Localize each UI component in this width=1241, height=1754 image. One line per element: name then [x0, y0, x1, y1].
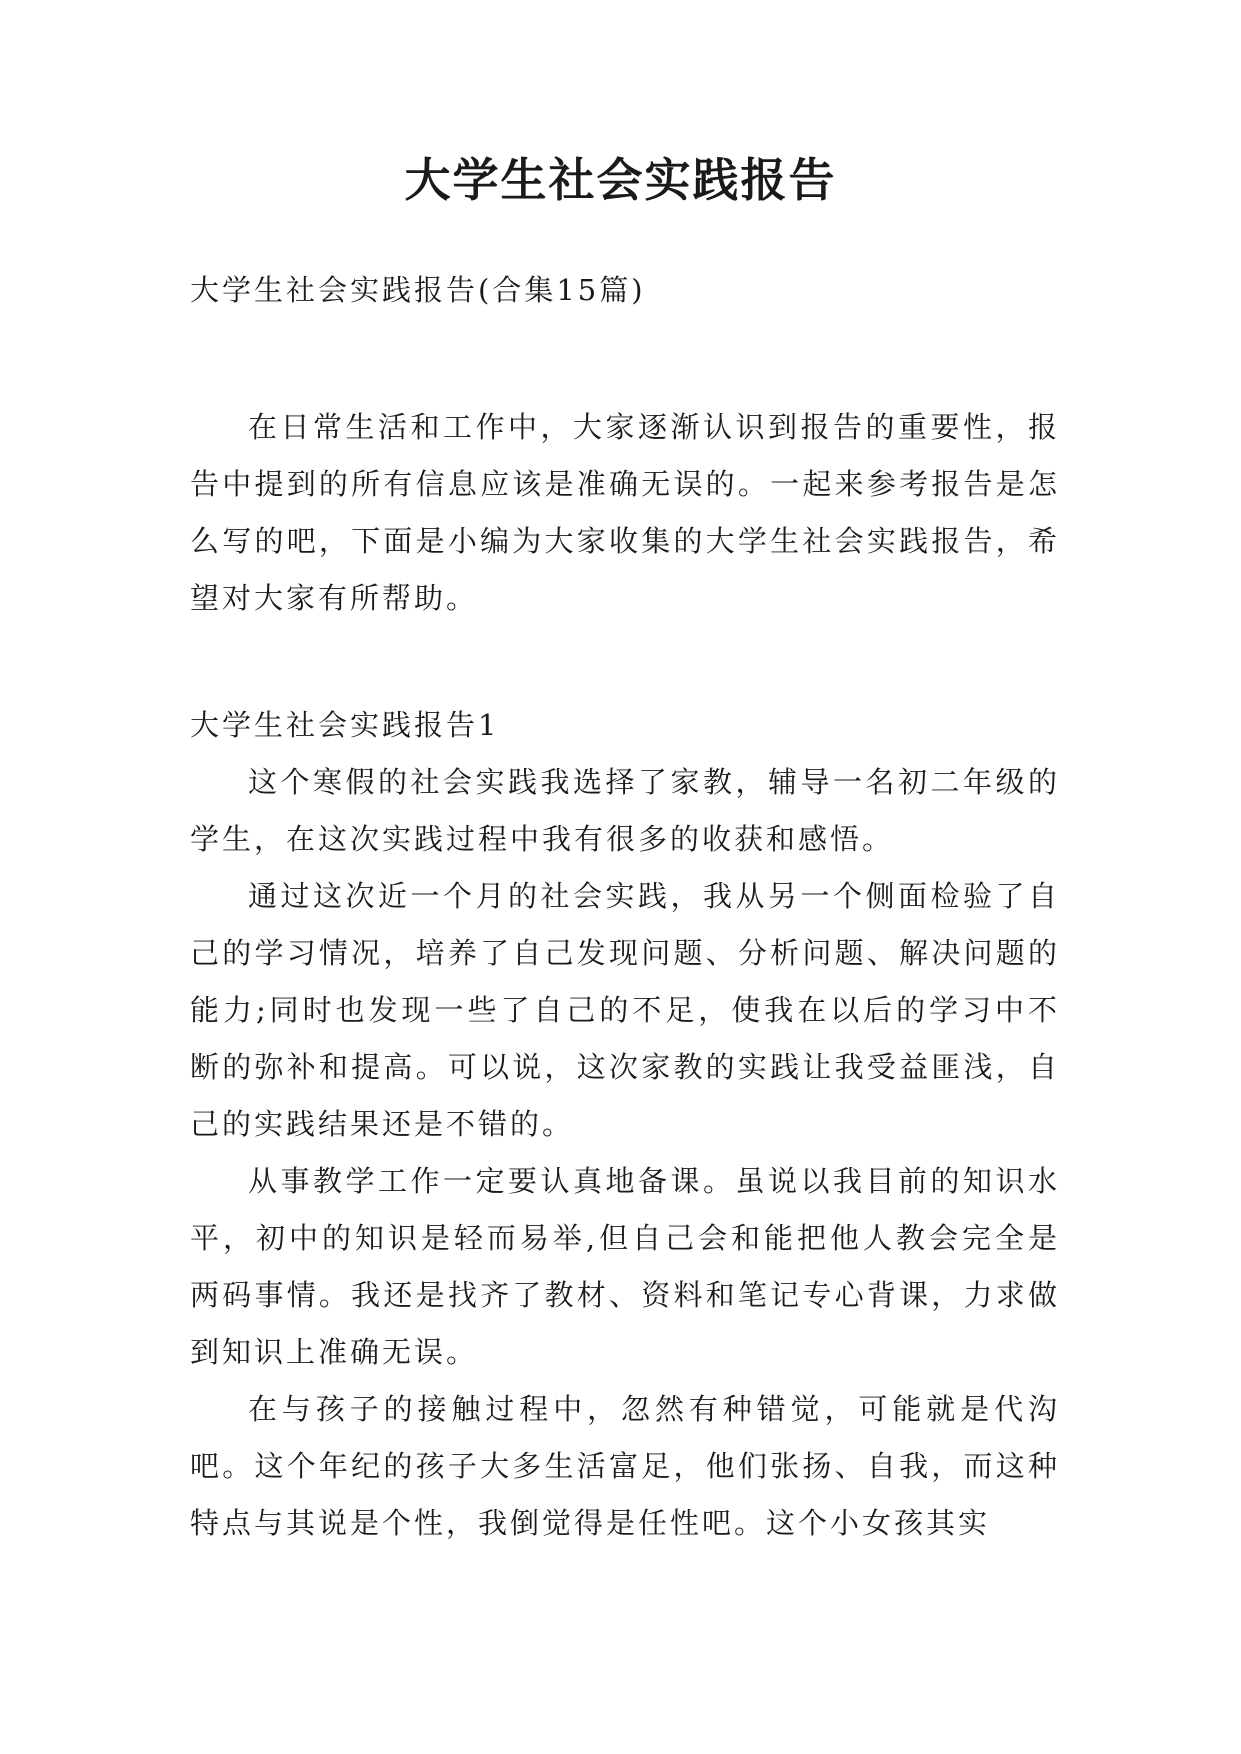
- intro-paragraph: 在日常生活和工作中，大家逐渐认识到报告的重要性，报告中提到的所有信息应该是准确无误的。一起来参考报告是怎么写的吧，下面是小编为大家收集的大学生社会实践报告，希望对大家有所帮助。: [190, 410, 1060, 615]
- subtitle-text: 大学生社会实践报告(合集15篇): [190, 273, 646, 307]
- document-subtitle: [190, 262, 1060, 319]
- report-section-1: [190, 697, 1060, 1552]
- section-heading: 大学生社会实践报告1: [190, 708, 500, 742]
- body-paragraph: 这个寒假的社会实践我选择了家教，辅导一名初二年级的学生，在这次实践过程中我有很多的收获和感悟。: [190, 765, 1060, 856]
- intro-section: [190, 399, 1060, 627]
- body-paragraph: 通过这次近一个月的社会实践，我从另一个侧面检验了自己的学习情况，培养了自己发现问题、分析问题、解决问题的能力;同时也发现一些了自己的不足，使我在以后的学习中不断的弥补和提高。可以说，这次家教的实践让我受益匪浅，自己的实践结果还是不错的。: [190, 879, 1060, 1141]
- body-paragraph: 在与孩子的接触过程中，忽然有种错觉，可能就是代沟吧。这个年纪的孩子大多生活富足，他们张扬、自我，而这种特点与其说是个性，我倒觉得是任性吧。这个小女孩其实: [190, 1392, 1060, 1540]
- body-paragraph: 从事教学工作一定要认真地备课。虽说以我目前的知识水平，初中的知识是轻而易举,但自己会和能把他人教会完全是两码事情。我还是找齐了教材、资料和笔记专心背课，力求做到知识上准确无误。: [190, 1164, 1060, 1369]
- document-title: 大学生社会实践报告: [404, 153, 837, 207]
